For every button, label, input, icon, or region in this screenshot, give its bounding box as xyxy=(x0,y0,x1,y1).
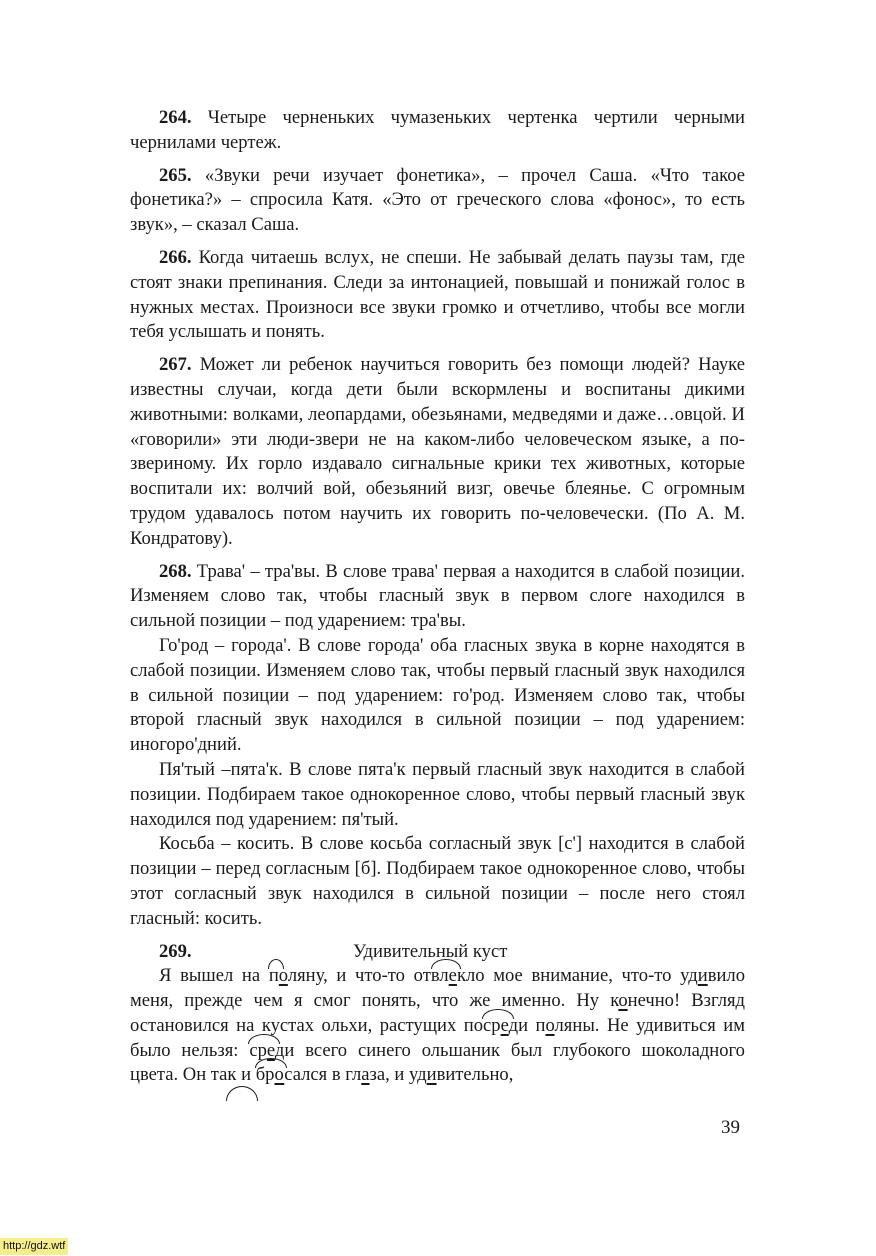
exercise-264 xyxy=(130,106,745,156)
vowel-underline: е xyxy=(448,965,457,987)
exercise-268-kosba: Косьба – косить. В слове косьба согласный звук [с'] находится в слабой позиции – перед согласным [б]. Подбираем такое однокоренное слово, чтобы этот согласный звук находился в сильной позиции – после него стоял гласный: косить. xyxy=(130,833,745,929)
vowel-underline: е xyxy=(266,1039,275,1061)
vowel-underline: о xyxy=(274,1064,285,1086)
exercise-text: Трава' – тра'вы. В слове трава' первая а находится в слабой позиции. Изменяем слово так, чтобы гласный звук в первом слоге находился в сильной позиции – под ударением: тра'вы. xyxy=(130,560,745,632)
exercise-text: Четыре черненьких чумазеньких чертенка чертили черными чернилами чертеж. xyxy=(130,107,745,153)
text-run: в гл xyxy=(327,1064,362,1086)
marked-word-brosalsya: бросался xyxy=(256,1064,328,1085)
text-run: мое внимание, что-то уд xyxy=(484,965,698,987)
marked-word-sredi: среди xyxy=(249,1040,294,1061)
root-arc-icon xyxy=(268,959,284,969)
exercise-268 xyxy=(130,560,745,634)
vowel-underline: а xyxy=(361,1064,370,1086)
marked-word-otvleklo: влекло xyxy=(431,965,485,986)
text-run: за, и уд xyxy=(369,1064,427,1086)
vowel-underline: е xyxy=(500,1014,509,1036)
exercise-number: 267. xyxy=(159,354,192,376)
watermark-link[interactable]: http://gdz.wtf xyxy=(0,1238,68,1255)
vowel-underline: о xyxy=(278,965,288,987)
exercise-number: 268. xyxy=(159,560,192,582)
exercise-text: Может ли ребенок научиться говорить без помощи людей? Науке известны случаи, когда дети были вскормлены и воспитаны дикими животными: волками, леопардами, обезьянами, медведями и даже…овцой. И «говорили» эти люди-звери не на каком-либо человеческом языке, а по-звериному. Их горло издавало сигнальные крики тех животных, которые воспитали их: волчий вой, обезьяний визг, овечье блеянье. С огромным трудом удавалось потом научить их говорить по-человечески. (По А. М. Кондратову). xyxy=(130,354,745,549)
exercise-text: «Звуки речи изучает фонетика», – прочел Саша. «Что такое фонетика?» – спросила Катя. «Это от греческого слова «фонос», то есть звук», – сказал Саша. xyxy=(130,164,745,236)
vowel-underline: и xyxy=(426,1064,437,1086)
exercise-269-text xyxy=(130,964,745,1088)
vowel-underline: и xyxy=(697,965,708,987)
exercise-267 xyxy=(130,353,745,551)
exercise-number: 266. xyxy=(159,246,192,268)
exercise-number: 265. xyxy=(159,164,192,186)
page-number: 39 xyxy=(721,1117,740,1138)
text-run: вительно, xyxy=(436,1064,514,1086)
text-run: Я вышел на xyxy=(159,965,269,987)
textbook-page xyxy=(130,106,745,1096)
text-run: вило меня, прежде чем я смог понять, что же именно. Ну к xyxy=(130,965,746,1012)
exercise-number: 269. xyxy=(159,940,192,962)
text-run: ляны. Не удивиться им было нельзя: xyxy=(130,1014,745,1061)
exercise-268-gorod: Го'род – города'. В слове города' оба гласных звука в корне находятся в слабой позиции. Изменяем слово так, чтобы первый гласный звук находился в сильной позиции – под ударением: го'род. Изменяем слово так, чтобы второй гласный звук находился в сильной позиции – под ударением: иногоро'дний. xyxy=(130,634,745,756)
vowel-underline: о xyxy=(618,990,628,1012)
vowel-underline: о xyxy=(545,1014,555,1036)
text-run: , и что-то от xyxy=(323,965,431,987)
exercise-265 xyxy=(130,164,745,238)
exercise-268-pyatyj: Пя'тый –пята'к. В слове пята'к первый гласный звук находится в слабой позиции. Подбираем такое однокоренное слово, чтобы первый гласный звук находился под ударением: пя'тый. xyxy=(130,758,745,830)
exercise-title: Удивительный куст xyxy=(353,940,508,962)
exercise-number: 264. xyxy=(159,107,192,128)
marked-word-polyanu: поляну xyxy=(269,965,323,986)
root-arc-icon xyxy=(431,959,461,969)
exercise-text: Когда читаешь вслух, не спеши. Не забывай делать паузы там, где стоят знаки препинания. Следи за интонацией, повышай и понижай голос в нужных местах. Произноси все звуки громко и отчетливо, чтобы все могли тебя услышать и понять. xyxy=(130,246,745,343)
text-run: п xyxy=(528,1014,546,1036)
marked-word-posredi: среди xyxy=(483,1015,528,1036)
text-run: всего синего ольшаник был глубокого шоколадного цвета. Он так и xyxy=(130,1039,745,1086)
root-arc-icon xyxy=(255,1058,287,1068)
text-run: нечно! Взгляд остановился на кустах ольхи, растущих по xyxy=(130,990,745,1036)
exercise-266 xyxy=(130,246,745,345)
